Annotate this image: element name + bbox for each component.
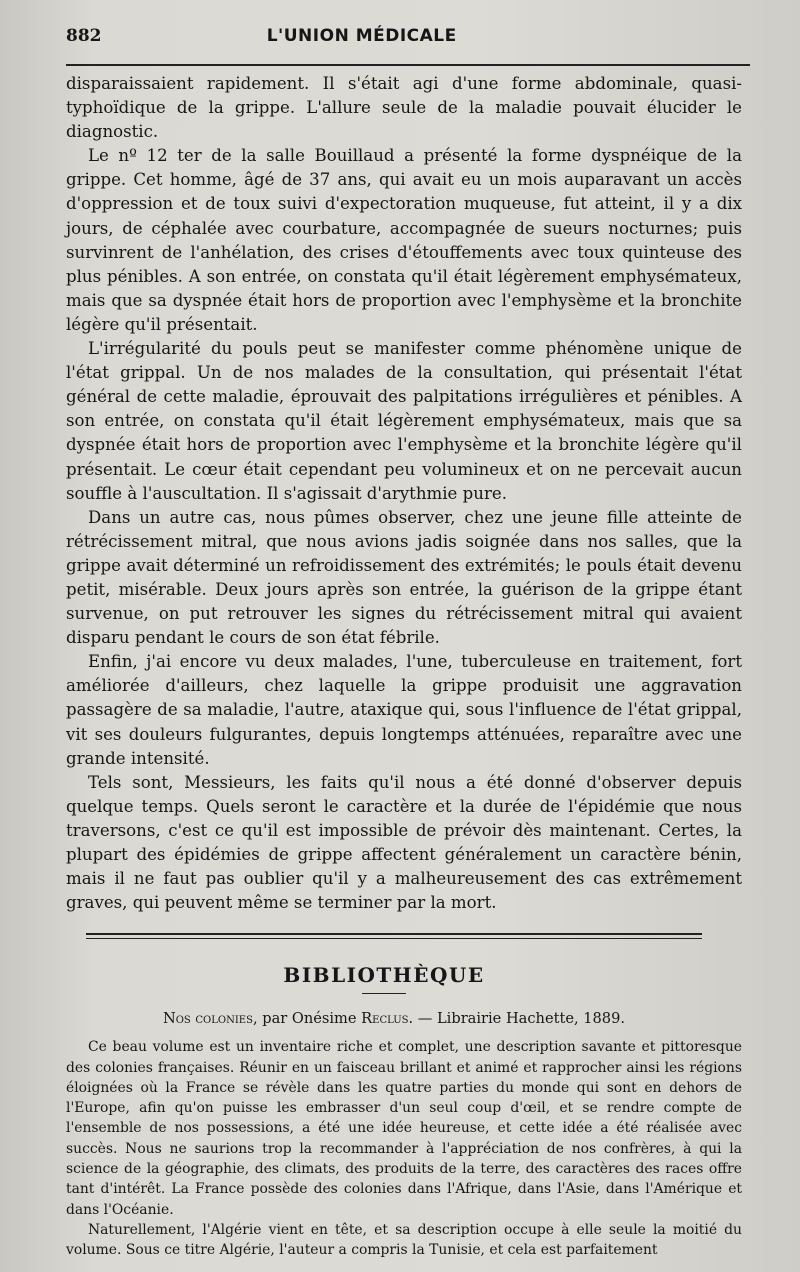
article-paragraph: L'irrégularité du pouls peut se manifester comme phénomène unique de l'état grippal. Un de nos malades de la consultation, qui présentait l'état général de cette maladie, éprouvait des palpitations irrégulières et pénibles. A son entrée, on constata qu'il était légèrement emphysémateux, mais que sa dyspnée était hors de proportion avec l'emphysème et la bronchite légère qu'il présentait. Le cœur était cependant peu volumineux et on ne percevait aucun souffle à l'auscultation. Il s'agissait d'arythmie pure. <box>66 339 742 503</box>
review-title <box>66 1010 742 1027</box>
review-paragraph: Naturellement, l'Algérie vient en tête, et sa description occupe à elle seule la moitié du volume. Sous ce titre Algérie, l'auteur a compris la Tunisie, et cela est parfaitement <box>66 1221 742 1259</box>
review-publisher: . — Librairie Hachette, 1889. <box>408 1010 626 1028</box>
review-body <box>66 1037 742 1260</box>
article-paragraph: disparaissaient rapidement. Il s'était agi d'une forme abdominale, quasi-typhoïdique de la grippe. L'allure seule de la maladie pouvait élucider le diagnostic. <box>66 74 742 142</box>
journal-title: L'UNION MÉDICALE <box>266 26 457 46</box>
header-rule <box>66 64 750 66</box>
title-underline <box>362 993 406 994</box>
article-paragraph: Le nº 12 ter de la salle Bouillaud a présenté la forme dyspnéique de la grippe. Cet homme, âgé de 37 ans, qui avait eu un mois auparavant un accès d'oppression et de toux suivi d'expectoration muqueuse, fut atteint, il y a dix jours, de céphalée avec courbature, accompagnée de sueurs nocturnes; puis survinrent de l'anhélation, des crises d'étouffements avec toux quinteuse des plus pénibles. A son entrée, on constata qu'il était légèrement emphysémateux, mais que sa dyspnée était hors de proportion avec l'emphysème et la bronchite légère qu'il présentait. <box>66 146 742 334</box>
running-head <box>66 26 742 56</box>
review-author: Reclus <box>361 1010 409 1028</box>
section-title: BIBLIOTHÈQUE <box>283 963 485 988</box>
review-title-connector: , par Onésime <box>252 1010 362 1028</box>
article-body <box>66 72 742 915</box>
page-number: 882 <box>66 26 102 46</box>
article-paragraph: Enfin, j'ai encore vu deux malades, l'une, tuberculeuse en traitement, fort améliorée d'ailleurs, chez laquelle la grippe produisit une aggravation passagère de sa maladie, l'autre, ataxique qui, sous l'influence de l'état grippal, vit ses douleurs fulgurantes, depuis longtemps atténuées, reparaître avec une grande intensité. <box>66 652 742 768</box>
article-paragraph: Dans un autre cas, nous pûmes observer, chez une jeune fille atteinte de rétrécissement mitral, que nous avions jadis soignée dans nos salles, que la grippe avait déterminé un refroidissement des extrémités; le pouls était devenu petit, misérable. Deux jours après son entrée, la guérison de la grippe étant survenue, on put retrouver les signes du rétrécissement mitral qui avaient disparu pendant le cours de son état fébrile. <box>66 507 742 648</box>
review-paragraph: Ce beau volume est un inventaire riche et complet, une description savante et pittoresque des colonies françaises. Réunir en un faisceau brillant et animé et rapprocher ainsi les régions éloignées où la France se révèle dans les quatre parties du monde qui sont en dehors de l'Europe, afin qu'on puisse les embrasser d'un seul coup d'œil, et se rendre compte de l'ensemble de nos possessions, a été une idée heureuse, et cette idée a été réalisée avec succès. Nous ne saurions trop la recommander à l'appréciation de nos confrères, à qui la science de la géographie, des climats, des produits de la terre, des caractères des races offre tant d'intérêt. La France possède des colonies dans l'Afrique, dans l'Asie, dans l'Amérique et dans l'Océanie. <box>66 1039 742 1218</box>
article-paragraph: Tels sont, Messieurs, les faits qu'il nous a été donné d'observer depuis quelque temps. Quels seront le caractère et la durée de l'épidémie que nous traversons, c'est ce qu'il est impossible de prévoir dès maintenant. Certes, la plupart des épidémies de grippe affectent généralement un caractère bénin, mais il ne faut pas oublier qu'il y a malheureusement des cas extrêmement graves, qui peuvent même se terminer par la mort. <box>66 772 742 913</box>
review-book-title: Nos colonies <box>162 1010 253 1028</box>
section-divider <box>86 933 702 939</box>
